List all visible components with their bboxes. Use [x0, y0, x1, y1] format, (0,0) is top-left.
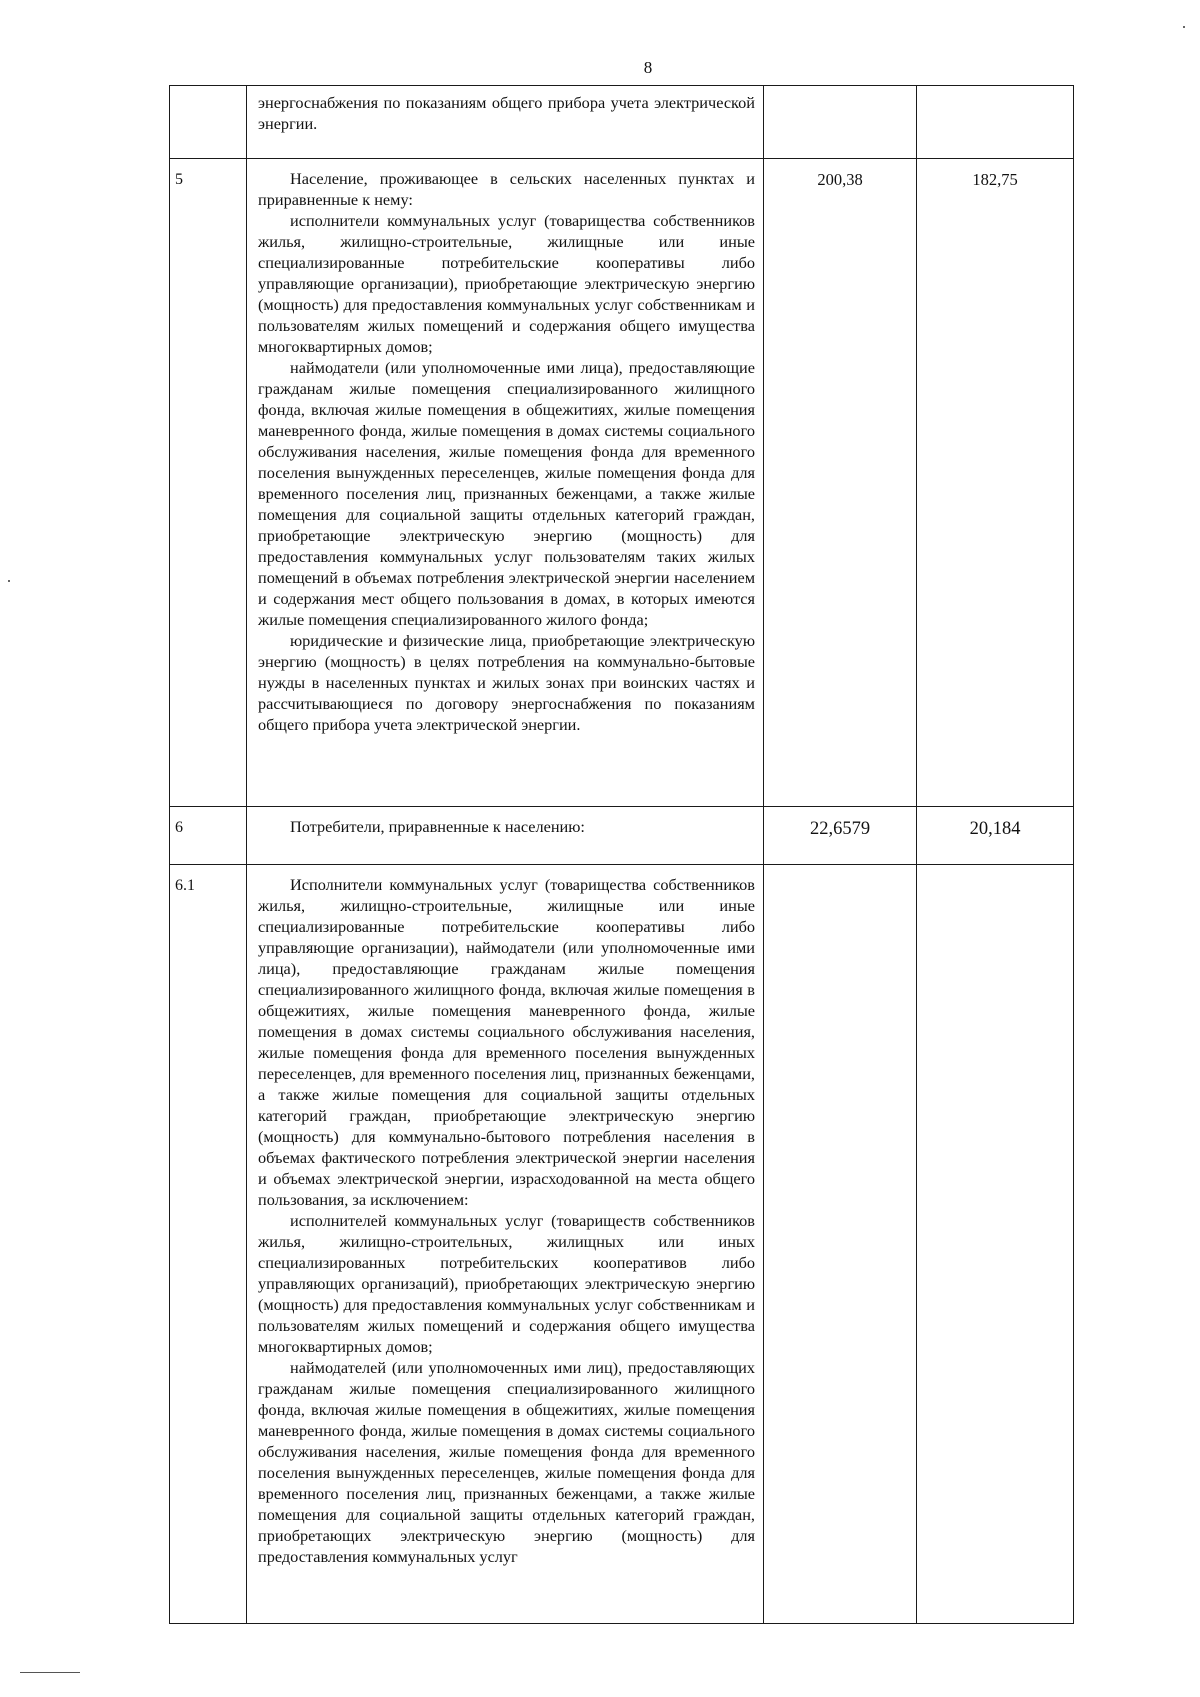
- table-row: [170, 865, 1074, 1624]
- row-number: 6.1: [170, 865, 247, 1624]
- table-row: [170, 159, 1074, 807]
- row-value-2: [917, 865, 1074, 1624]
- row-value-1: [764, 865, 917, 1624]
- row-description: [247, 159, 764, 807]
- row-value-2: 182,75: [917, 159, 1074, 807]
- tariff-table: [169, 85, 1074, 1624]
- row-value-1: 22,6579: [764, 807, 917, 865]
- description-paragraph: юридические и физические лица, приобретающие электрическую энергию (мощность) в целях потребления на коммунально-бытовые нужды в населенных пунктах и жилых зонах при воинских частях и рассчитывающиеся по договору энергоснабжения по показаниям общего прибора учета электрической энергии.: [258, 631, 755, 734]
- table-row: [170, 86, 1074, 159]
- description-paragraph: наймодателей (или уполномоченных ими лиц), предоставляющих гражданам жилые помещения специализированного жилищного фонда, включая жилые помещения в общежитиях, жилые помещения маневренного фонда, жилые помещения в домах системы социального обслуживания населения, жилые помещения фонда для временного поселения вынужденных переселенцев, жилые помещения фонда для временного поселения лиц, признанных беженцами, а также жилые помещения для социальной защиты отдельных категорий граждан, приобретающих электрическую энергию (мощность) для предоставления коммунальных услуг: [258, 1358, 755, 1566]
- scan-artifact-dot: [1183, 26, 1185, 28]
- row-number: [170, 86, 247, 159]
- row-number: 5: [170, 159, 247, 807]
- row-value-2: [917, 86, 1074, 159]
- scan-artifact-dot: [8, 580, 10, 582]
- table-row: [170, 807, 1074, 865]
- row-number: 6: [170, 807, 247, 865]
- description-paragraph: исполнители коммунальных услуг (товарищества собственников жилья, жилищно-строительные, жилищные или иные специализированные потребительские кооперативы либо управляющие организации), приобретающие электрическую энергию (мощность) для предоставления коммунальных услуг собственникам и пользователям жилых помещений и содержания общего имущества многоквартирных домов;: [258, 211, 755, 356]
- row-description: [247, 807, 764, 865]
- description-paragraph: энергоснабжения по показаниям общего прибора учета электрической энергии.: [258, 93, 755, 133]
- row-value-1: [764, 86, 917, 159]
- scan-artifact-line: [20, 1672, 80, 1673]
- description-paragraph: Исполнители коммунальных услуг (товарищества собственников жилья, жилищно-строительные, жилищные или иные специализированные потребительские кооперативы либо управляющие организации), наймодатели (или уполномоченные ими лица), предоставляющие гражданам жилые помещения специализированного жилищного фонда, включая жилые помещения в общежитиях, жилые помещения маневренного фонда, жилые помещения в домах системы социального обслуживания населения, жилые помещения фонда для временного поселения вынужденных переселенцев, для временного поселения лиц, признанных беженцами, а также жилые помещения для социальной защиты отдельных категорий граждан, приобретающие электрическую энергию (мощность) для коммунально-бытового потребления населения в объемах фактического потребления электрической энергии населения и объемах электрической энергии, израсходованной на места общего пользования, за исключением:: [258, 875, 755, 1209]
- row-description: [247, 86, 764, 159]
- description-paragraph: Потребители, приравненные к населению:: [290, 817, 585, 836]
- description-paragraph: исполнителей коммунальных услуг (товариществ собственников жилья, жилищно-строительных, жилищных или иных специализированных потребительских кооперативов либо управляющих организаций), приобретающих электрическую энергию (мощность) для предоставления коммунальных услуг собственникам и пользователям жилых помещений и содержания общего имущества многоквартирных домов;: [258, 1211, 755, 1356]
- description-paragraph: Население, проживающее в сельских населенных пунктах и приравненные к нему:: [258, 169, 755, 209]
- row-value-2: 20,184: [917, 807, 1074, 865]
- description-paragraph: наймодатели (или уполномоченные ими лица), предоставляющие гражданам жилые помещения специализированного жилищного фонда, включая жилые помещения в общежитиях, жилые помещения маневренного фонда, жилые помещения в домах системы социального обслуживания населения, жилые помещения фонда для временного поселения вынужденных переселенцев, жилые помещения фонда для временного поселения лиц, признанных беженцами, а также жилые помещения для социальной защиты отдельных категорий граждан, приобретающие электрическую энергию (мощность) для предоставления коммунальных услуг пользователям таких жилых помещений в объемах потребления электрической энергии населением и содержания мест общего пользования в домах, в которых имеются жилые помещения специализированного жилого фонда;: [258, 358, 755, 629]
- row-description: [247, 865, 764, 1624]
- page-number: 8: [643, 58, 653, 77]
- row-value-1: 200,38: [764, 159, 917, 807]
